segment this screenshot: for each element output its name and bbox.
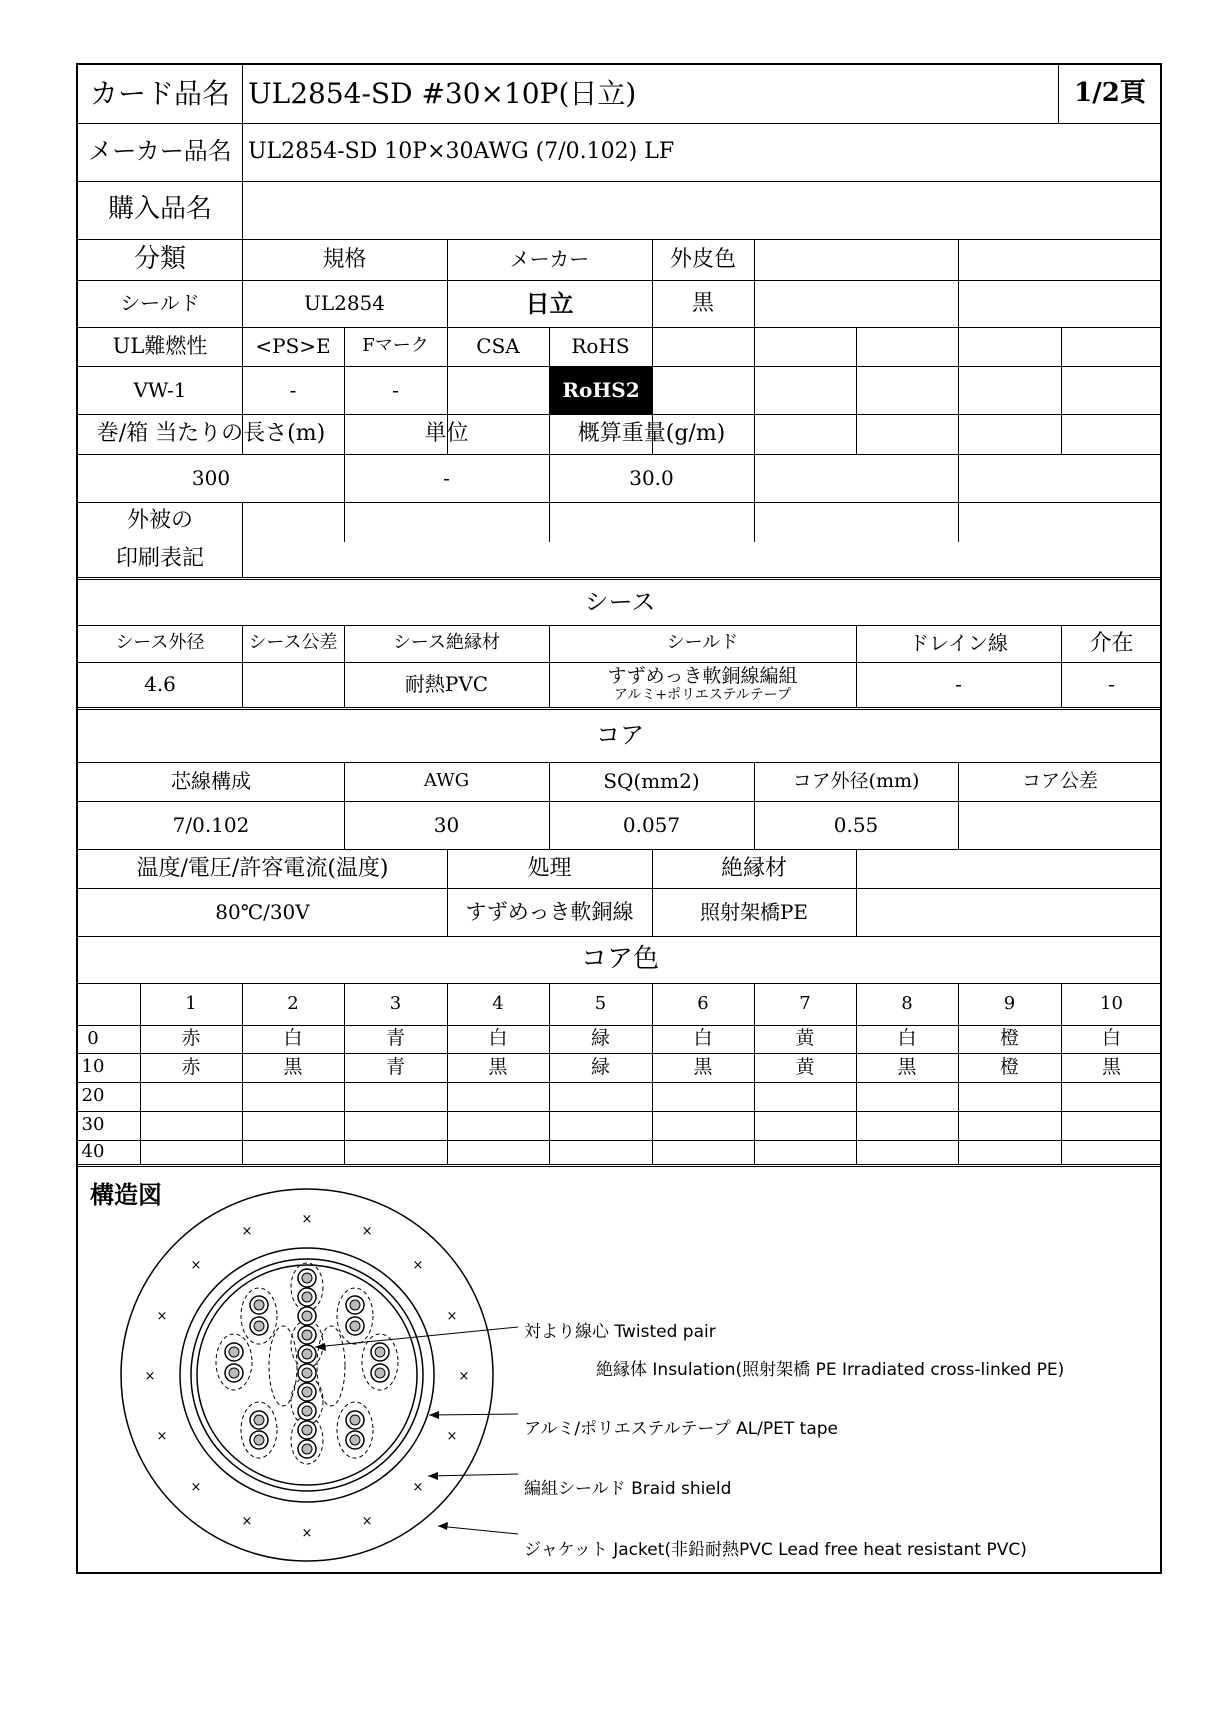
maker-value: 日立 [525, 288, 574, 318]
color-cell: 白 [897, 1027, 917, 1050]
color-cell [1061, 1082, 1162, 1111]
braid-x-mark: × [144, 1369, 156, 1384]
color-row-index: 10 [81, 1056, 105, 1078]
color-cell [140, 1111, 242, 1140]
color-cell: 黄 [795, 1027, 815, 1050]
conductor-core [302, 1406, 312, 1416]
color-cell: 白 [283, 1027, 303, 1050]
color-column-header: 2 [287, 992, 299, 1014]
sheath-tolerance-header: シース公差 [248, 632, 338, 654]
purchase-name-value [242, 181, 1162, 239]
length-per-reel-header: 巻/箱 当たりの長さ(m) [96, 421, 326, 447]
braid-x-mark: × [241, 1514, 253, 1529]
card-name-label: カード品名 [89, 76, 230, 110]
color-column-header: 3 [389, 992, 402, 1014]
core-tolerance-header: コア公差 [1021, 769, 1098, 792]
label-al-pet-tape: アルミ/ポリエステルテープ AL/PET tape [524, 1419, 839, 1439]
print-marking-value [242, 502, 1162, 577]
label-twisted-pair: 対より線心 Twisted pair [524, 1322, 716, 1342]
color-cell [652, 1111, 754, 1140]
color-row-index: 40 [81, 1140, 105, 1162]
conductors [225, 1269, 389, 1458]
color-row-index: 0 [87, 1027, 99, 1049]
sheath-tolerance-value [242, 662, 344, 707]
pse-header: <PS>E [255, 334, 331, 358]
pse-value: - [289, 377, 297, 402]
page-indicator: 1/2頁 [1074, 78, 1146, 109]
core-od-header: コア外径(mm) [792, 769, 920, 792]
length-per-reel-value: 300 [191, 465, 231, 490]
braid-x-mark: × [412, 1480, 424, 1495]
conductor-core [254, 1415, 264, 1425]
color-cell: 黄 [795, 1055, 815, 1078]
core-od-value: 0.55 [833, 812, 879, 837]
braid-x-mark: × [361, 1514, 373, 1529]
weight-value: 30.0 [629, 465, 674, 490]
color-cell: 橙 [999, 1027, 1019, 1050]
awg-header: AWG [423, 770, 470, 792]
standard-header: 規格 [322, 246, 367, 272]
label-jacket: ジャケット Jacket(非鉛耐熱PVC Lead free heat resistant PVC) [524, 1540, 1027, 1560]
sheath-insulation-value: 耐熱PVC [404, 672, 489, 696]
color-cell [958, 1140, 1061, 1164]
color-column-header: 8 [901, 992, 913, 1014]
print-label-line2: 印刷表記 [115, 545, 204, 571]
conductor-core [350, 1435, 360, 1445]
color-cell [856, 1111, 958, 1140]
sq-value: 0.057 [622, 812, 681, 837]
color-cell [242, 1082, 344, 1111]
conductor-core [350, 1415, 360, 1425]
color-cell [344, 1111, 447, 1140]
maker-name-value: UL2854-SD 10P×30AWG (7/0.102) LF [248, 139, 675, 165]
color-cell [549, 1140, 652, 1164]
drain-wire-value: - [955, 672, 962, 696]
csa-value [447, 366, 549, 414]
conductor-core [375, 1368, 385, 1378]
color-column-header: 4 [492, 992, 504, 1014]
temp-voltage-header: 温度/電圧/許容電流(温度) [136, 855, 389, 881]
conductor-core [302, 1330, 312, 1340]
shield-header: シールド [666, 632, 739, 654]
color-cell: 黒 [488, 1055, 508, 1078]
temp-voltage-value: 80℃/30V [215, 899, 310, 924]
color-cell: 緑 [590, 1055, 610, 1078]
color-cell [958, 1082, 1061, 1111]
rohs-header: RoHS [571, 334, 630, 358]
structure-title: 構造図 [90, 1180, 162, 1209]
classification-header: 分類 [133, 243, 186, 274]
color-row-index: 30 [81, 1114, 105, 1136]
color-cell [1061, 1111, 1162, 1140]
conductor-core [350, 1300, 360, 1310]
color-cell [447, 1140, 549, 1164]
color-cell [1061, 1140, 1162, 1164]
ul-flame-header: UL難燃性 [112, 334, 208, 359]
awg-value: 30 [433, 812, 460, 837]
conductor-core [254, 1435, 264, 1445]
color-cell: 赤 [181, 1027, 201, 1050]
sheath-od-header: シース外径 [115, 632, 205, 654]
braid-x-mark: × [361, 1224, 373, 1239]
color-column-header: 10 [1100, 992, 1123, 1014]
color-cell: 白 [693, 1027, 713, 1050]
classification-value: シールド [120, 291, 200, 315]
unit-value: - [443, 465, 450, 490]
pair-outline [317, 1326, 345, 1406]
conductor-value: 7/0.102 [172, 812, 250, 837]
spec-sheet [76, 63, 1162, 1574]
braid-x-mark: × [446, 1429, 458, 1445]
ul-flame-value: VW-1 [133, 377, 187, 402]
conductor-core [302, 1425, 312, 1435]
braid-x-mark: × [241, 1224, 253, 1239]
csa-header: CSA [476, 334, 520, 358]
color-cell [652, 1140, 754, 1164]
color-cell [140, 1140, 242, 1164]
jacket-color-value: 黒 [691, 290, 714, 316]
color-cell [652, 1082, 754, 1111]
color-cell [754, 1140, 856, 1164]
braid-x-mark: × [301, 1212, 313, 1227]
color-cell [958, 1111, 1061, 1140]
conductor-core [375, 1347, 385, 1357]
conductor-core [254, 1321, 264, 1331]
standard-value: UL2854 [303, 291, 386, 315]
braid-x-mark: × [446, 1308, 458, 1324]
braid-x-mark: × [156, 1308, 168, 1324]
color-row-index: 20 [81, 1085, 105, 1107]
color-cell: 橙 [999, 1055, 1019, 1078]
braid-x-mark: × [190, 1258, 202, 1273]
braid-x-mark: × [301, 1526, 313, 1541]
color-cell [549, 1082, 652, 1111]
core-section-title: コア [596, 721, 644, 750]
color-cell [856, 1082, 958, 1111]
color-column-header: 5 [594, 992, 607, 1014]
conductor-core [229, 1347, 239, 1357]
braid-x-mark: × [156, 1429, 168, 1445]
color-cell: 青 [385, 1027, 405, 1050]
conductor-core [302, 1292, 312, 1302]
f-mark-header: Fマーク [362, 335, 429, 357]
color-cell [344, 1140, 447, 1164]
color-cell: 黒 [693, 1055, 713, 1078]
color-cell: 赤 [181, 1055, 201, 1078]
weight-header: 概算重量(g/m) [577, 421, 726, 447]
braid-x-mark: × [458, 1369, 470, 1384]
color-column-header: 6 [697, 992, 709, 1014]
conductor-core [254, 1300, 264, 1310]
maker-name-label: メーカー品名 [88, 137, 232, 166]
shield-value-sub: アルミ+ポリエステルテープ [613, 687, 792, 704]
color-cell: 白 [488, 1027, 508, 1050]
print-label-line1: 外被の [126, 507, 193, 533]
card-name-value: UL2854-SD #30×10P(日立) [248, 76, 637, 110]
label-insulation: 絶縁体 Insulation(照射架橋 PE Irradiated cross-linked PE) [596, 1360, 1065, 1380]
f-mark-value: - [392, 377, 399, 402]
braid-x-mark: × [190, 1480, 202, 1495]
label-braid-shield: 編組シールド Braid shield [524, 1479, 732, 1499]
color-column-header: 1 [185, 992, 197, 1014]
conductor-header: 芯線構成 [171, 769, 251, 793]
color-cell [754, 1082, 856, 1111]
filler-value: - [1108, 672, 1115, 696]
color-column-header: 9 [1003, 992, 1016, 1014]
maker-header: メーカー [509, 247, 590, 271]
conductor-core [302, 1349, 312, 1359]
sheath-insulation-header: シース絶縁材 [392, 632, 501, 654]
core-color-section-title: コア色 [580, 943, 659, 974]
color-cell: 黒 [897, 1055, 917, 1078]
treatment-value: すずめっき軟銅線 [465, 899, 634, 924]
purchase-name-label: 購入品名 [107, 194, 212, 225]
color-cell [447, 1082, 549, 1111]
conductor-core [302, 1387, 312, 1397]
color-column-header: 7 [799, 992, 811, 1014]
treatment-header: 処理 [527, 855, 572, 881]
conductor-core [302, 1368, 312, 1378]
color-cell [140, 1082, 242, 1111]
color-cell [242, 1140, 344, 1164]
conductor-core [302, 1444, 312, 1454]
print-marking-label [78, 502, 242, 577]
core-tolerance-value [958, 801, 1162, 849]
conductor-core [302, 1311, 312, 1321]
pair-outline [269, 1326, 297, 1406]
color-cell: 黒 [1101, 1055, 1121, 1078]
conductor-core [229, 1368, 239, 1378]
color-cell: 緑 [590, 1027, 610, 1050]
drain-wire-header: ドレイン線 [909, 631, 1008, 655]
color-cell [549, 1111, 652, 1140]
braid-x-mark: × [412, 1258, 424, 1273]
rohs-value: RoHS2 [550, 367, 652, 414]
jacket-color-header: 外皮色 [669, 246, 736, 272]
color-cell [242, 1111, 344, 1140]
sheath-section-title: シース [584, 587, 656, 616]
sheath-od-value: 4.6 [144, 672, 176, 696]
conductor-core [302, 1273, 312, 1283]
shield-value-main: すずめっき軟銅線編組 [607, 664, 798, 687]
color-cell [344, 1082, 447, 1111]
color-cell: 黒 [283, 1055, 303, 1078]
unit-header: 単位 [424, 421, 469, 447]
color-cell [856, 1140, 958, 1164]
sq-header: SQ(mm2) [603, 769, 700, 793]
insulation-value: 照射架橋PE [699, 899, 809, 924]
conductor-core [350, 1321, 360, 1331]
color-cell: 青 [385, 1055, 405, 1078]
insulation-header: 絶縁材 [720, 855, 787, 881]
shield-value [549, 662, 856, 707]
filler-header: 介在 [1089, 630, 1134, 656]
color-cell [447, 1111, 549, 1140]
color-cell: 白 [1101, 1027, 1121, 1050]
color-cell [754, 1111, 856, 1140]
